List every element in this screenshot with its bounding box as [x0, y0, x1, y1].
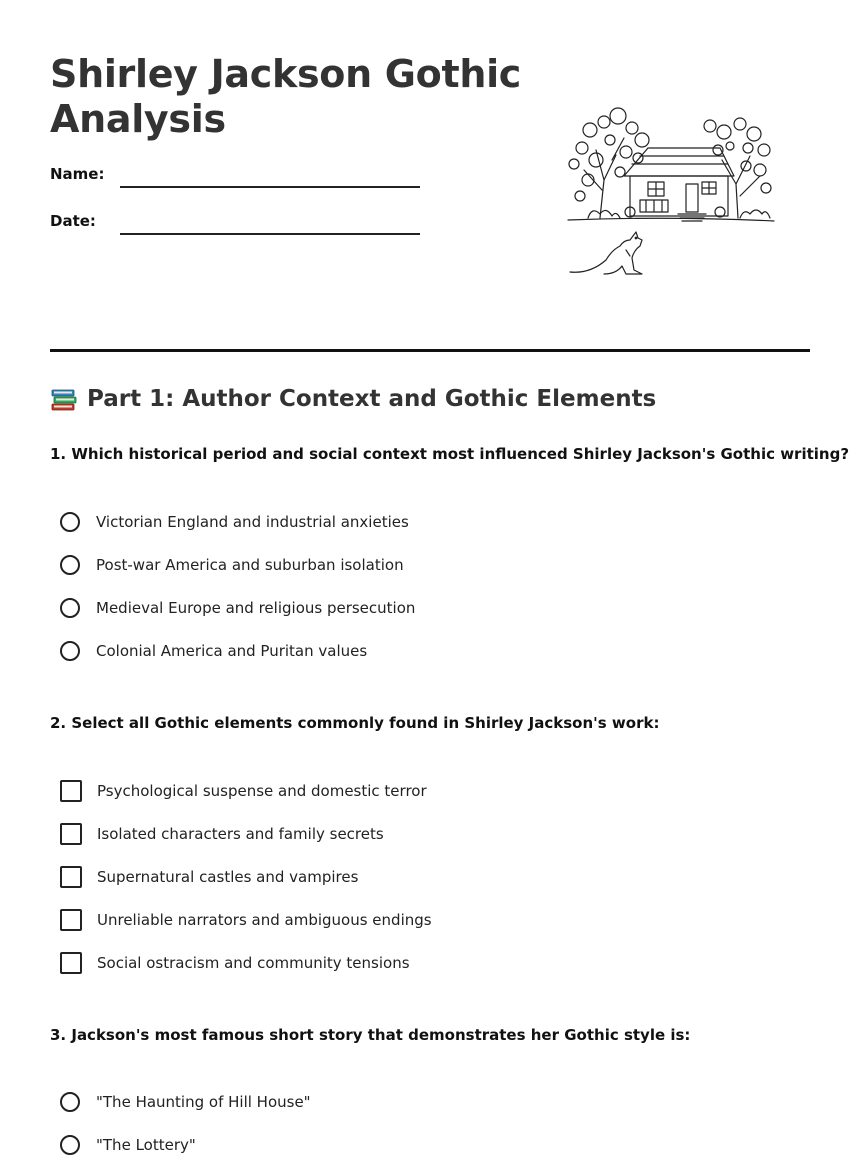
radio-button[interactable] [60, 598, 80, 618]
section-title: Part 1: Author Context and Gothic Elements [87, 386, 657, 412]
radio-button[interactable] [60, 641, 80, 661]
option-label: Victorian England and industrial anxieties [96, 513, 409, 531]
question-1-option-1[interactable] [60, 509, 409, 535]
checkbox[interactable] [60, 952, 82, 974]
option-label: Medieval Europe and religious persecution [96, 599, 416, 617]
house-trees-kangaroo-icon [560, 100, 780, 282]
checkbox[interactable] [60, 780, 82, 802]
option-label: Colonial America and Puritan values [96, 642, 368, 660]
date-label: Date: [50, 212, 96, 230]
checkbox[interactable] [60, 823, 82, 845]
option-label: Post-war America and suburban isolation [96, 556, 404, 574]
books-icon [50, 386, 78, 412]
question-3-text: 3. Jackson's most famous short story that demonstrates her Gothic style is: [50, 1026, 691, 1044]
worksheet-title: Shirley Jackson Gothic Analysis [50, 52, 522, 141]
option-label: Social ostracism and community tensions [97, 954, 410, 972]
name-label: Name: [50, 165, 105, 183]
option-label: Psychological suspense and domestic terror [97, 782, 427, 800]
section-divider [50, 349, 810, 352]
checkbox[interactable] [60, 909, 82, 931]
option-label: "The Lottery" [96, 1136, 196, 1154]
question-1-option-3[interactable] [60, 595, 415, 621]
question-1-text: 1. Which historical period and social context most influenced Shirley Jackson's Gothic writing? [50, 445, 850, 463]
question-2-text: 2. Select all Gothic elements commonly found in Shirley Jackson's work: [50, 714, 660, 732]
question-3-option-2[interactable] [60, 1132, 196, 1158]
question-2-option-5[interactable] [60, 950, 410, 976]
checkbox[interactable] [60, 866, 82, 888]
section-heading [50, 386, 656, 412]
name-field[interactable] [120, 186, 420, 188]
question-2-option-4[interactable] [60, 907, 432, 933]
question-2-option-1[interactable] [60, 778, 427, 804]
option-label: Supernatural castles and vampires [97, 868, 359, 886]
question-2-option-3[interactable] [60, 864, 358, 890]
radio-button[interactable] [60, 1092, 80, 1112]
option-label: Isolated characters and family secrets [97, 825, 384, 843]
option-label: "The Haunting of Hill House" [96, 1093, 311, 1111]
option-label: Unreliable narrators and ambiguous endings [97, 911, 432, 929]
radio-button[interactable] [60, 1135, 80, 1155]
question-3-option-1[interactable] [60, 1089, 311, 1115]
question-2-option-2[interactable] [60, 821, 384, 847]
question-1-option-4[interactable] [60, 638, 367, 664]
radio-button[interactable] [60, 555, 80, 575]
question-1-option-2[interactable] [60, 552, 404, 578]
date-field[interactable] [120, 233, 420, 235]
radio-button[interactable] [60, 512, 80, 532]
